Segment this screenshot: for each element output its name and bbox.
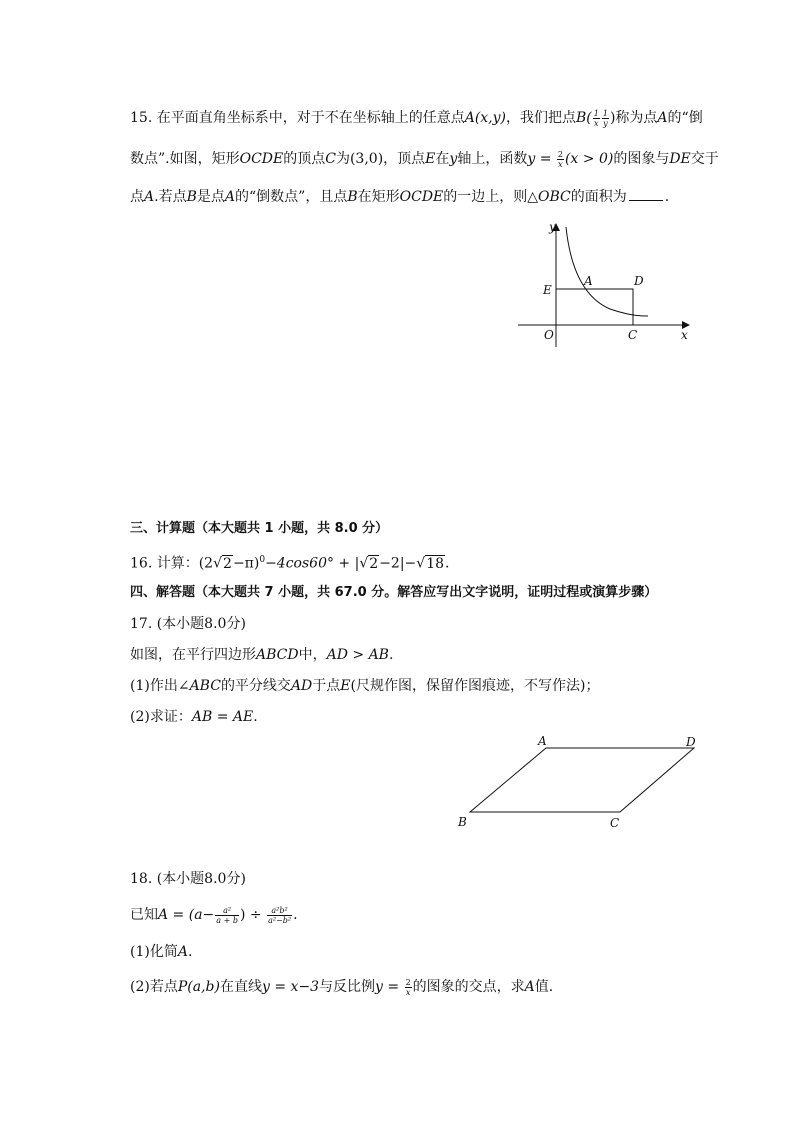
q16-text: 16. 计算：(2 — [130, 555, 214, 572]
q17-number: 17. (本小题8.0分) — [130, 616, 246, 632]
q15-func: y = — [527, 151, 556, 167]
label-e: E — [543, 283, 552, 297]
q15-var: A — [657, 110, 668, 126]
q15-text: )称为点 — [609, 110, 658, 126]
q18-point-p: P(a,b) — [177, 979, 220, 995]
q17-var: ABCD — [256, 647, 299, 663]
q17-text: 中， — [298, 647, 327, 663]
q18-text: 在直线 — [219, 979, 262, 995]
sqrt-sign: √ — [416, 555, 426, 572]
sqrt-radicand: 18 — [426, 555, 445, 572]
q15-line-2 — [130, 149, 719, 169]
q15-text: 的顶点 — [283, 151, 326, 167]
label-o: O — [544, 328, 554, 342]
q18-frac-1 — [215, 906, 239, 925]
q18-part-1 — [130, 942, 192, 962]
q17-equation: AB = AE — [191, 709, 254, 725]
frac-num: a² — [215, 906, 239, 916]
q15-text: ，我们把点 — [506, 110, 577, 126]
label-c: C — [628, 328, 638, 342]
q17-text: . — [388, 647, 394, 663]
frac-num: a²b² — [267, 906, 292, 916]
q16-text: . — [445, 555, 450, 572]
q18-text: 的图象的交点，求 — [412, 979, 525, 995]
hyperbola-curve — [566, 227, 648, 316]
q18-number: 18. (本小题8.0分) — [130, 871, 246, 887]
frac-den: x — [558, 159, 563, 169]
q15-text: 为 — [335, 151, 350, 167]
q16-text: −4cos60° + | — [265, 555, 360, 572]
q15-domain: (x > 0) — [564, 151, 614, 167]
q18-line-eq: y = x−3 — [261, 979, 320, 995]
q18-text: 与反比例 — [319, 979, 376, 995]
q15-text: 的“倒数点”，且点 — [235, 189, 348, 205]
q16-text: −π) — [232, 555, 260, 572]
q15-figure — [510, 215, 700, 350]
q18-frac-2 — [267, 906, 292, 925]
frac-num: 2 — [405, 977, 411, 987]
q15-text: 的一边上，则 — [443, 189, 528, 205]
q18-text: . — [293, 907, 298, 923]
q17-text: . — [253, 709, 258, 725]
label-a: A — [538, 734, 547, 748]
exponent: 0 — [259, 555, 266, 565]
q15-text: 的“倒 — [667, 110, 703, 126]
q18-text: . — [187, 944, 193, 960]
q17-var: E — [340, 678, 351, 694]
q15-point-a: A(x,y) — [464, 110, 507, 126]
q17-var: ABC — [189, 678, 221, 694]
q15-coord: (3,0) — [349, 151, 384, 167]
q18-part-2 — [130, 977, 553, 997]
frac-den: a²−b² — [268, 915, 292, 925]
sqrt-radicand: 2 — [369, 555, 379, 572]
q15-var: OCDE — [239, 151, 284, 167]
q18-text: (1)化简 — [130, 944, 178, 960]
section-3-heading: 三、计算题（本大题共 1 小题，共 8.0 分） — [130, 521, 389, 536]
q18-var: A — [177, 944, 188, 960]
q15-text: 交于 — [690, 151, 719, 167]
frac-den: x — [594, 118, 599, 128]
frac-den: y — [603, 118, 608, 128]
q18-text: ) ÷ — [239, 907, 267, 923]
q15-frac-1x — [593, 109, 600, 128]
q15-frac-2x — [557, 150, 564, 169]
q15-triangle: △OBC — [527, 189, 571, 205]
q15-text: 在 — [435, 151, 450, 167]
q15-text: 在矩形 — [357, 189, 400, 205]
q18-frac-2x — [405, 978, 412, 997]
q17-text: (尺规作图，保留作图痕迹，不写作法)； — [350, 678, 600, 694]
q17-inequality: AD > AB — [326, 647, 389, 663]
q15-var: E — [425, 151, 436, 167]
label-d: D — [686, 735, 696, 749]
sqrt-sign: √ — [213, 555, 223, 572]
q15-var: OCDE — [399, 189, 444, 205]
q17-text: (1)作出∠ — [130, 678, 190, 694]
q15-text: 的面积为 — [570, 189, 627, 205]
q17-stem — [130, 645, 393, 665]
label-b: B — [458, 815, 467, 829]
frac-num: 1 — [593, 108, 599, 118]
q17-var: AD — [290, 678, 313, 694]
q16-text: −2|− — [379, 555, 417, 572]
q15-text: 点 — [130, 189, 144, 205]
q15-text: ，顶点 — [383, 151, 426, 167]
q18-given — [130, 905, 298, 925]
label-d: D — [634, 274, 644, 288]
q15-text: 的图象与 — [613, 151, 670, 167]
q15-text: 15. 在平面直角坐标系中，对于不在坐标轴上的任意点 — [130, 110, 465, 126]
label-x: x — [681, 328, 688, 342]
q17-part-2 — [130, 707, 258, 727]
q15-var: DE — [669, 151, 691, 167]
q16-line — [130, 550, 449, 574]
q17-part-1 — [130, 676, 599, 696]
q15-text: .若点 — [154, 189, 187, 205]
label-y: y — [549, 220, 556, 234]
rectangle-ocde — [556, 289, 633, 325]
frac-num: 1 — [602, 108, 608, 118]
label-c: C — [610, 816, 620, 830]
frac-num: 2 — [557, 149, 563, 159]
q17-text: 于点 — [312, 678, 341, 694]
q18-var: A — [524, 979, 535, 995]
q18-text: 已知 — [130, 907, 158, 923]
sqrt-radicand: 2 — [223, 555, 232, 572]
q17-text: 的平分线交 — [220, 678, 291, 694]
q15-var: C — [325, 151, 336, 167]
frac-den: x — [405, 987, 411, 997]
q17-text: (2)求证： — [130, 709, 192, 725]
sqrt-sign: √ — [359, 555, 369, 572]
frac-den: a + b — [216, 915, 238, 925]
q15-var: A — [224, 189, 235, 205]
q15-text: 是点 — [196, 189, 225, 205]
q15-line-1 — [130, 108, 703, 128]
answer-blank[interactable] — [629, 186, 663, 201]
q15-text: . — [664, 189, 670, 205]
q18-expr: A = (a− — [158, 907, 215, 923]
q18-text: 值. — [534, 979, 554, 995]
q15-var: y — [449, 151, 458, 167]
q18-text: (2)若点 — [130, 979, 178, 995]
section-4-heading: 四、解答题（本大题共 7 小题，共 67.0 分。解答应写出文字说明，证明过程或演算步骤） — [130, 585, 658, 600]
q15-frac-1y — [602, 109, 609, 128]
q15-text: 轴上，函数 — [457, 151, 528, 167]
q17-parallelogram-figure — [450, 730, 710, 835]
q15-var: B — [347, 189, 358, 205]
q15-line-3 — [130, 186, 669, 207]
q15-point-b: B( — [576, 110, 592, 126]
q15-text: 数点”.如图，矩形 — [130, 151, 240, 167]
q15-var: A — [144, 189, 155, 205]
parallelogram-abcd — [470, 748, 694, 812]
q15-var: B — [186, 189, 197, 205]
q18-func: y = — [375, 979, 404, 995]
label-a: A — [584, 274, 593, 288]
q17-text: 如图，在平行四边形 — [130, 647, 256, 663]
